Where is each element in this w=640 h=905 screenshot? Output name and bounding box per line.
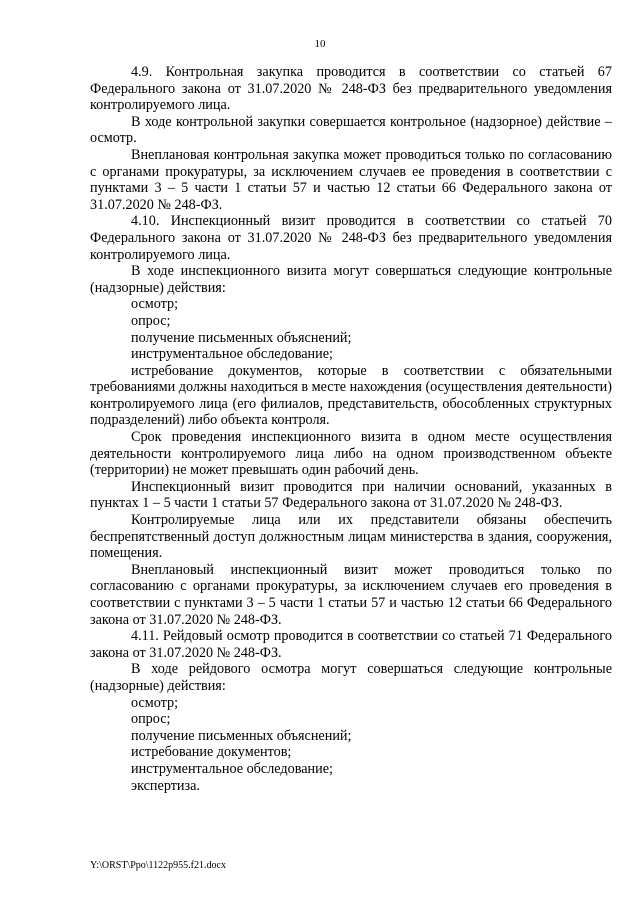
list-item: осмотр; bbox=[131, 296, 179, 313]
footer-file-path: Y:\ORST\Ppo\1122p955.f21.docx bbox=[90, 860, 226, 871]
paragraph-4-10: 4.10. Инспекционный визит проводится в соответствии со статьей 70 Федерального закона от 31.07.2020 № 248-ФЗ без предварительного уведомления контролируемого лица. bbox=[90, 213, 612, 263]
list-item: истребование документов; bbox=[131, 744, 292, 761]
paragraph: В ходе рейдового осмотра могут совершаться следующие контрольные (надзорные) действия: bbox=[90, 661, 612, 694]
paragraph: В ходе контрольной закупки совершается контрольное (надзорное) действие – осмотр. bbox=[90, 113, 612, 147]
paragraph: Инспекционный визит проводится при наличии оснований, указанных в пунктах 1 – 5 части 1 статьи 57 Федерального закона от 31.07.2020 № 248-ФЗ. bbox=[90, 478, 612, 512]
list-item: инструментальное обследование; bbox=[131, 760, 333, 777]
list-item: экспертиза. bbox=[131, 777, 200, 794]
paragraph: истребование документов, которые в соответствии с обязательными требованиями должны находиться в месте нахождения (осуществления деятельности) контролируемого лица (его филиалов, представительств, обособленных структурных подразделений) либо объекта контроля. bbox=[90, 362, 612, 429]
paragraph: Срок проведения инспекционного визита в одном месте осуществления деятельности контролируемого лица либо на одном производственном объекте (территории) не может превышать один рабочий день. bbox=[90, 429, 612, 479]
paragraph: В ходе инспекционного визита могут совершаться следующие контрольные (надзорные) действия: bbox=[90, 263, 612, 296]
list-item: инструментальное обследование; bbox=[131, 346, 333, 363]
paragraph-4-11: 4.11. Рейдовый осмотр проводится в соответствии со статьей 71 Федерального закона от 31.07.2020 № 248-ФЗ. bbox=[90, 628, 612, 661]
list-item: получение письменных объяснений; bbox=[131, 329, 352, 346]
list-item: получение письменных объяснений; bbox=[131, 727, 352, 744]
paragraph: Внеплановый инспекционный визит может проводиться только по согласованию с органами прокуратуры, за исключением случаев его проведения в соответствии с пунктами 3 – 5 части 1 статьи 57 и частью 12 статьи 66 Федерального закона от 31.07.2020 № 248-ФЗ. bbox=[90, 561, 612, 628]
paragraph-4-9: 4.9. Контрольная закупка проводится в соответствии со статьей 67 Федерального закона от 31.07.2020 № 248-ФЗ без предварительного уведомления контролируемого лица. bbox=[90, 64, 612, 114]
paragraph: Контролируемые лица или их представители обязаны обеспечить беспрепятственный доступ должностным лицам министерства в здания, сооружения, помещения. bbox=[90, 512, 612, 562]
page-number: 10 bbox=[314, 38, 326, 50]
list-item: осмотр; bbox=[131, 694, 179, 711]
list-item: опрос; bbox=[131, 312, 171, 329]
list-item: опрос; bbox=[131, 711, 171, 728]
paragraph: Внеплановая контрольная закупка может проводиться только по согласованию с органами прокуратуры, за исключением случаев ее проведения в соответствии с пунктами 3 – 5 части 1 статьи 57 и частью 12 статьи 66 Федерального закона от 31.07.2020 № 248-ФЗ. bbox=[90, 146, 612, 213]
document-body bbox=[90, 64, 612, 794]
